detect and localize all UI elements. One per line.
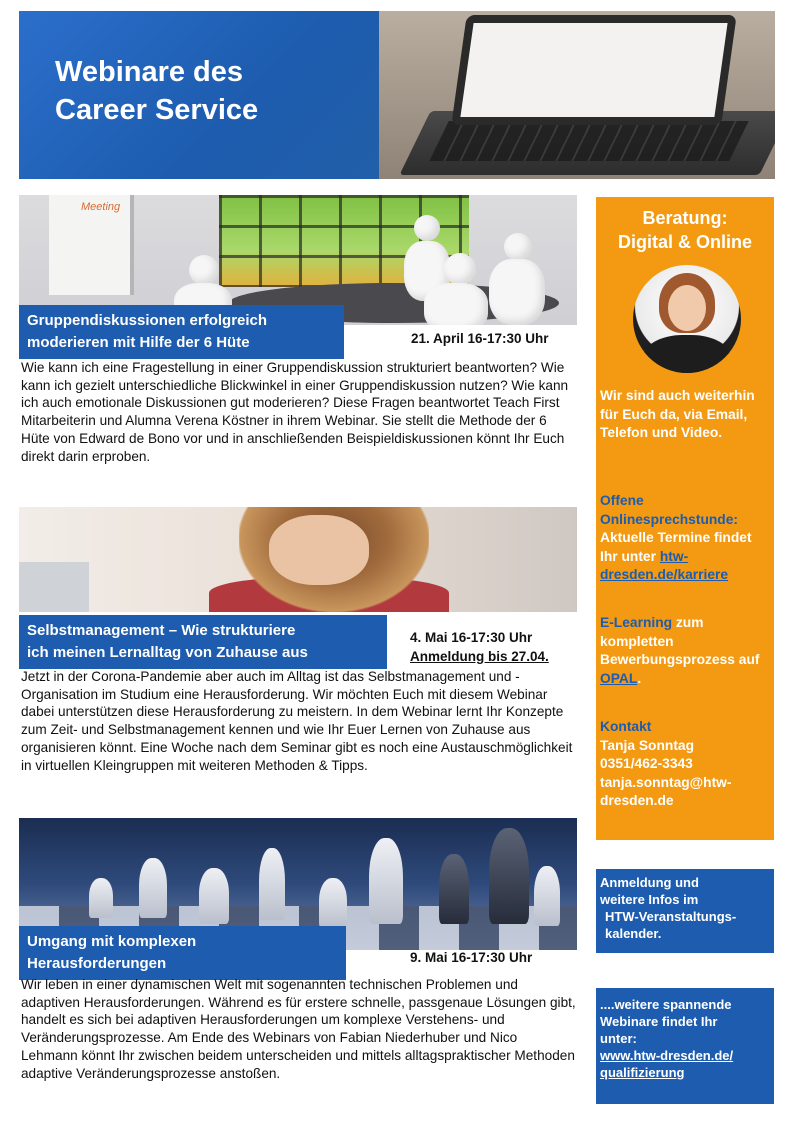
karriere-link[interactable]: htw-dresden.de/karriere	[600, 548, 729, 583]
chess-piece-3	[199, 868, 229, 924]
webinar-1-title	[19, 305, 344, 359]
student-image	[19, 507, 577, 612]
laptop-screen-image	[451, 15, 736, 125]
registration-box-line3: HTW-Veranstaltungs-	[605, 909, 737, 924]
figure-body-3	[424, 283, 488, 325]
registration-box-line1: Anmeldung und	[600, 875, 699, 890]
chess-piece-4	[259, 848, 285, 920]
webinar-2-title-line1: Selbstmanagement – Wie strukturiere	[27, 622, 296, 639]
webinar-3-date: 9. Mai 16-17:30 Uhr	[410, 950, 533, 965]
contact-label: Kontakt	[600, 719, 652, 734]
sidebar-consultation	[600, 492, 772, 585]
meeting-board-text: Meeting	[81, 201, 121, 213]
webinar-1-title-line1: Gruppendiskussionen erfolgreich	[27, 312, 268, 329]
page-title	[55, 53, 258, 129]
chess-piece-2	[139, 858, 167, 918]
webinar-2-title-line2: ich meinen Lernalltag von Zuhause aus	[27, 644, 308, 661]
webinar-3-title	[19, 926, 346, 980]
figure-body-2	[489, 259, 545, 325]
chess-piece-dark-1	[439, 854, 469, 924]
contact-name: Tanja Sonntag	[600, 737, 695, 753]
more-webinars-line1: ....weitere spannende	[600, 997, 732, 1012]
page-title-line1: Webinare des	[55, 56, 244, 88]
figure-head-4	[189, 255, 219, 285]
sidebar-title-line1: Beratung:	[642, 208, 728, 228]
webinar-1-description: Wie kann ich eine Fragestellung in einer Gruppendiskussion strukturiert beantworten? Wie kann ich gezielt unterschiedliche Blickwinkel in einer Gruppendiskussion nutzen? Wie kann ich auch emotionale Diskussionen gut moderieren? Diese Fragen beantwortet Teach First Mitarbeiterin und Alumna Verena Köstner in ihrem Webinar. Sie stellt die Methode der 6 Hüte von Edward de Bono vor und in anschließenden Beispieldiskussionen könnt Ihr Euch direkt darin erproben.	[21, 360, 569, 464]
sidebar-title	[596, 206, 774, 254]
figure-head-1	[414, 215, 440, 241]
consultation-text: Aktuelle Termine findet Ihr unter	[600, 530, 752, 564]
chess-piece-1	[89, 878, 113, 918]
sidebar-intro: Wir sind auch weiterhin für Euch da, via Email, Telefon und Video.	[600, 388, 755, 441]
consultation-label: Offene Onlinesprechstunde:	[600, 493, 738, 527]
student-face-image	[269, 515, 369, 585]
more-webinars-box	[596, 988, 774, 1104]
elearning-label: E-Learning	[600, 615, 673, 630]
qualifizierung-link-line2[interactable]: qualifizierung	[600, 1065, 685, 1080]
advisor-photo	[633, 265, 741, 373]
more-webinars-line2: Webinare findet Ihr	[600, 1014, 718, 1029]
contact-phone: 0351/462-3343	[600, 756, 693, 772]
webinar-3-title-line2: Herausforderungen	[27, 955, 167, 972]
qualifizierung-link-line1[interactable]: www.htw-dresden.de/	[600, 1048, 734, 1063]
header-banner	[19, 11, 775, 179]
advisor-photo-body	[643, 335, 731, 373]
elearning-text: zum kompletten Bewerbungsprozess auf	[600, 615, 760, 668]
page-title-line2: Career Service	[55, 94, 259, 126]
student-laptop-image	[19, 562, 89, 612]
webinar-1-date: 21. April 16-17:30 Uhr	[411, 331, 549, 346]
webinar-2-date: 4. Mai 16-17:30 Uhr	[410, 630, 533, 645]
registration-box-line2: weitere Infos im	[600, 892, 699, 907]
contact-email[interactable]: tanja.sonntag@htw-dresden.de	[600, 774, 732, 809]
chess-piece-5	[319, 878, 347, 928]
elearning-end: .	[637, 670, 642, 686]
webinar-1-title-line2: moderieren mit Hilfe der 6 Hüte	[27, 334, 250, 351]
registration-box-line4: kalender.	[605, 926, 662, 941]
registration-info-box	[596, 869, 774, 953]
chess-piece-7	[534, 866, 560, 926]
more-webinars-line3: unter:	[600, 1031, 637, 1046]
figure-head-2	[504, 233, 532, 261]
chess-piece-6	[369, 838, 403, 924]
webinar-2-registration[interactable]: Anmeldung bis 27.04.	[410, 649, 549, 664]
sidebar-contact	[600, 718, 772, 811]
laptop-keyboard-image	[429, 121, 749, 161]
figure-head-3	[444, 253, 476, 285]
webinar-2-title	[19, 615, 387, 669]
sidebar-title-line2: Digital & Online	[617, 232, 752, 252]
consulting-sidebar	[596, 197, 774, 840]
advisor-photo-face	[668, 285, 706, 331]
opal-link[interactable]: OPAL	[600, 670, 638, 686]
webinar-2-description: Jetzt in der Corona-Pandemie aber auch im Alltag ist das Selbstmanagement und -Organisation im Studium eine Herausforderung. Wir möchten Euch mit diesem Webinar dabei unterstützen diese Herausforderung zu meistern. In dem Webinar lernt Ihr Konzepte zum Zeit- und Selbstmanagement kennen und wie Ihr Euer Lernen von Zuhause aus organisieren könnt. Eine Woche nach dem Seminar gibt es noch eine Austauschmöglichkeit in virtuellen Kleingruppen mit weiteren Methoden & Tipps.	[21, 669, 573, 773]
sidebar-elearning	[600, 614, 772, 688]
webinar-3-description: Wir leben in einer dynamischen Welt mit sogenannten technischen Problemen und adaptiven Herausforderungen. Während es für erstere schnelle, passgenaue Lösungen gibt, handelt es sich bei adaptiven Herausforderungen um komplexe Verstehens- und Veränderungsprozesse. Am Ende des Webinars von Fabian Niederhuber und Nico Lehmann könnt Ihr zwischen beidem unterscheiden und mittels alltagspraktischer Methoden adaptive Veränderungsprozesse anstoßen.	[21, 977, 576, 1081]
webinar-3-title-line1: Umgang mit komplexen	[27, 933, 197, 950]
chess-piece-dark-2	[489, 828, 529, 924]
